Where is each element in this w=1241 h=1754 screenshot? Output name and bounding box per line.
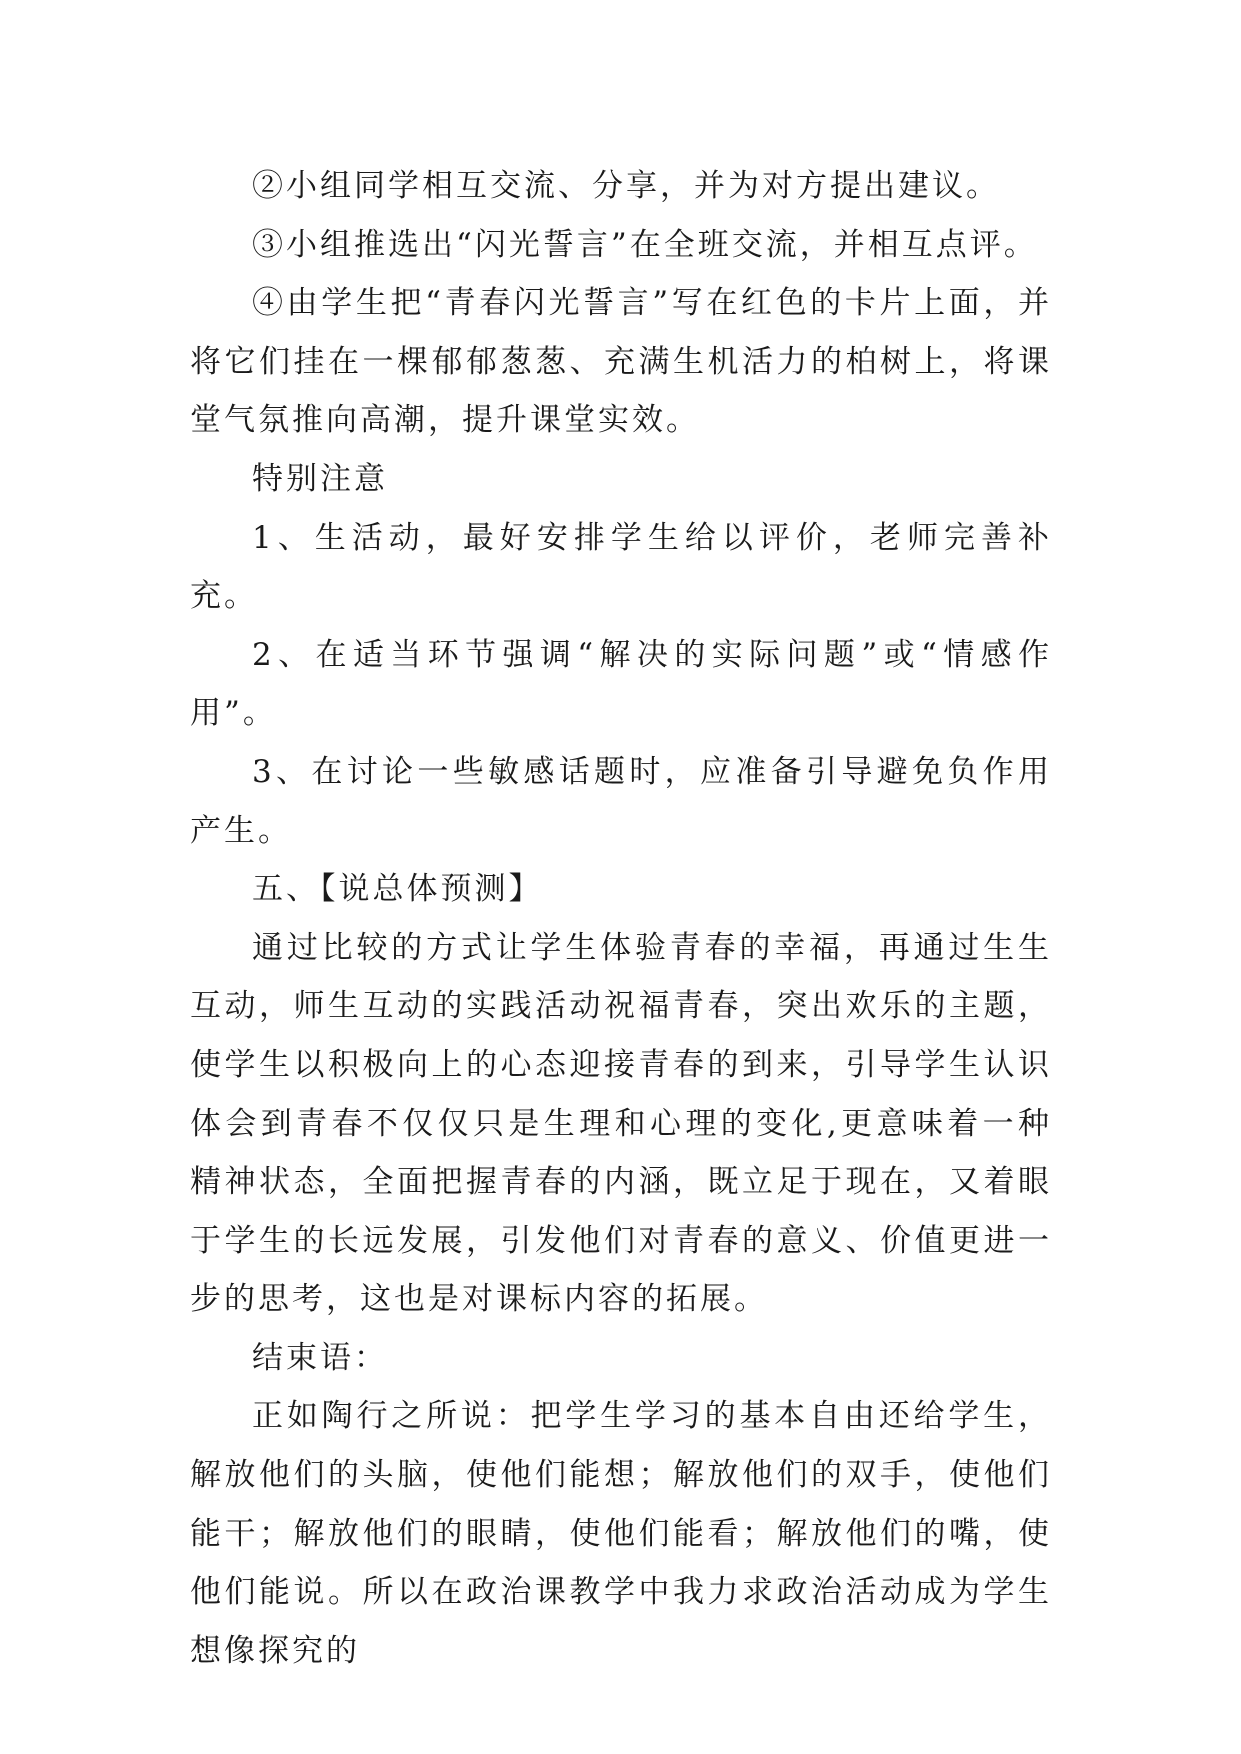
paragraph-step-4: ④由学生把“青春闪光誓言”写在红色的卡片上面，并将它们挂在一棵郁郁葱葱、充满生机活力的柏树上，将课堂气氛推向高潮，提升课堂实效。 bbox=[190, 285, 1052, 439]
note-item-2: 2、在适当环节强调“解决的实际问题”或“情感作用”。 bbox=[190, 636, 1052, 732]
document-body bbox=[190, 157, 1052, 1680]
heading-special-notes: 特别注意 bbox=[252, 460, 388, 497]
section-heading-prediction: 五、【说总体预测】 bbox=[252, 871, 543, 908]
note-item-1: 1、生活动，最好安排学生给以评价，老师完善补充。 bbox=[190, 519, 1052, 615]
paragraph-step-2: ②小组同学相互交流、分享，并为对方提出建议。 bbox=[252, 168, 1000, 204]
note-item-3: 3、在讨论一些敏感话题时，应准备引导避免负作用产生。 bbox=[190, 753, 1052, 849]
paragraph-conclusion: 正如陶行之所说：把学生学习的基本自由还给学生，解放他们的头脑，使他们能想；解放他们的双手，使他们能干；解放他们的眼睛，使他们能看；解放他们的嘴，使他们能说。所以在政治课教学中我力求政治活动成为学生想像探究的 bbox=[190, 1398, 1052, 1669]
paragraph-prediction: 通过比较的方式让学生体验青春的幸福，再通过生生互动，师生互动的实践活动祝福青春，突出欢乐的主题，使学生以积极向上的心态迎接青春的到来，引导学生认识体会到青春不仅仅只是生理和心理的变化,更意味着一种精神状态，全面把握青春的内涵，既立足于现在，又着眼于学生的长远发展，引发他们对青春的意义、价值更进一步的思考，这也是对课标内容的拓展。 bbox=[190, 929, 1052, 1318]
heading-conclusion: 结束语： bbox=[252, 1339, 388, 1376]
paragraph-step-3: ③小组推选出“闪光誓言”在全班交流，并相互点评。 bbox=[252, 226, 1038, 263]
